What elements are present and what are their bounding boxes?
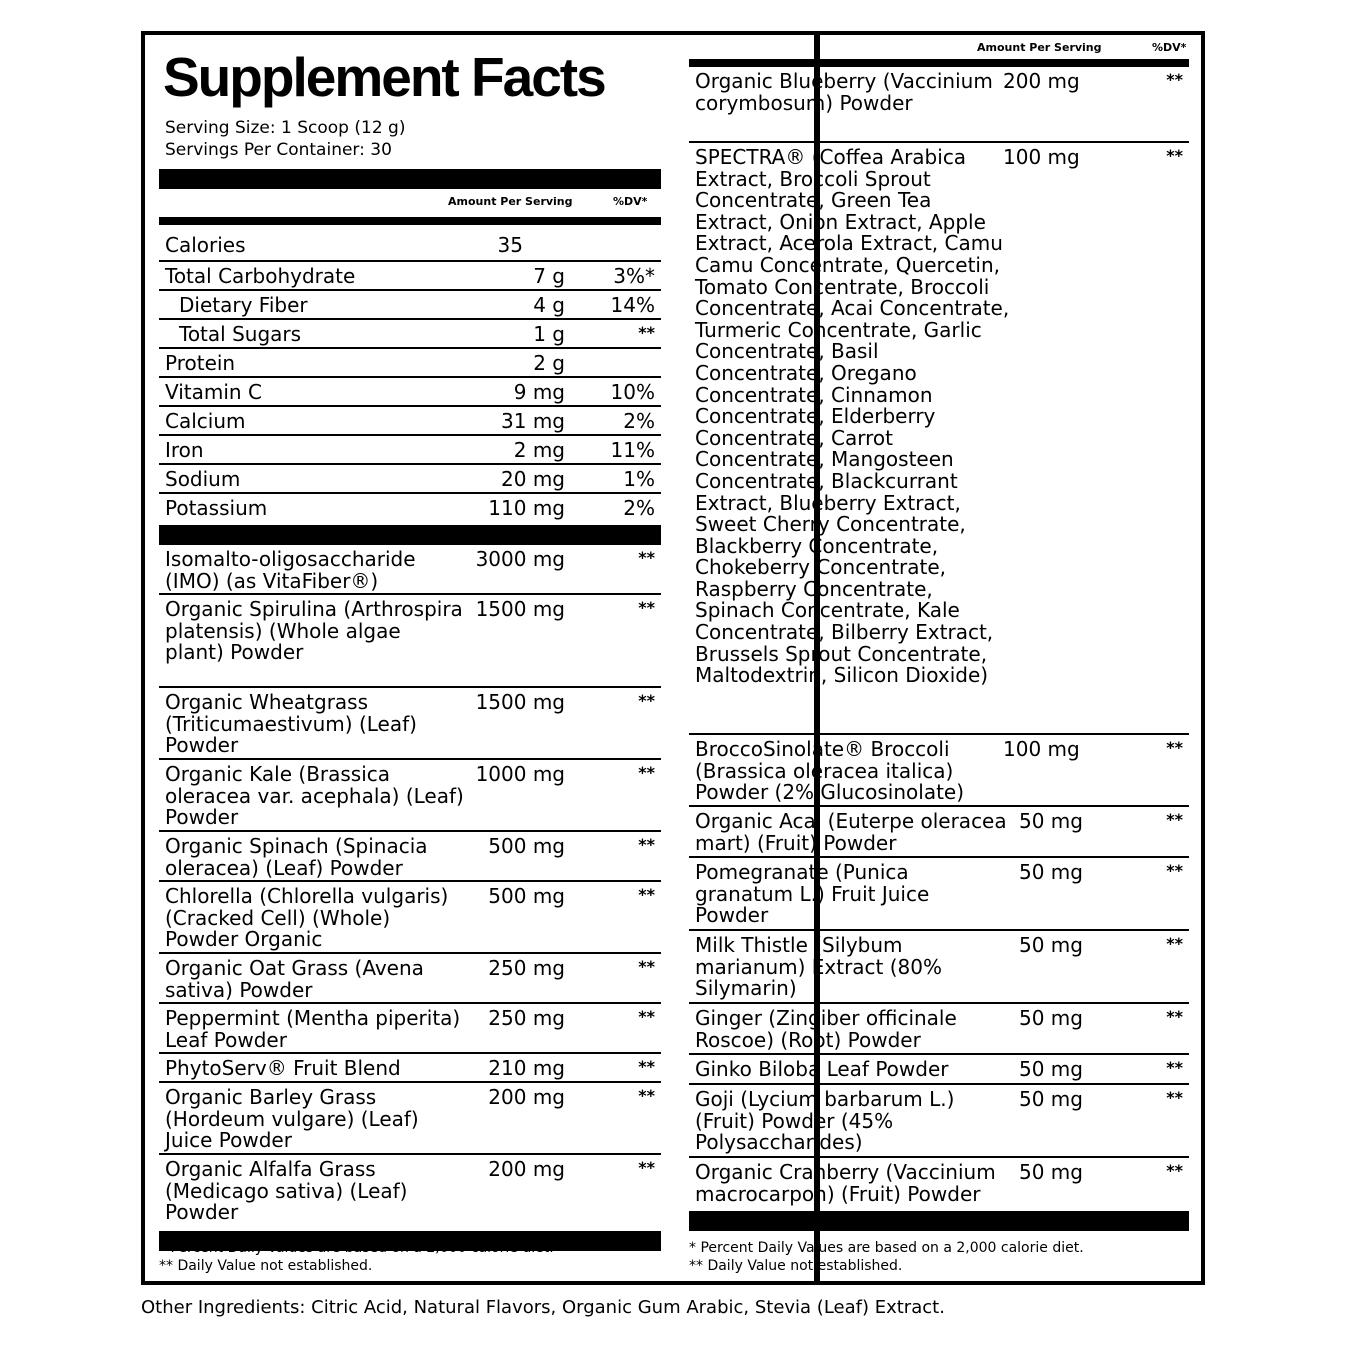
page-title: Supplement Facts: [163, 46, 605, 108]
thick-rule: [689, 1211, 1189, 1231]
table-row: Goji (Lycium barbarum L.) (Fruit) Powder (45% Polysaccharides) 50 mg **: [689, 1085, 1189, 1158]
table-row: Dietary Fiber 4 g 14%: [159, 291, 661, 320]
table-row: PhytoServ® Fruit Blend 210 mg **: [159, 1054, 661, 1083]
thin-rule: [689, 59, 1189, 67]
table-row: Peppermint (Mentha piperita) Leaf Powder 250 mg **: [159, 1004, 661, 1054]
table-row: Vitamin C 9 mg 10%: [159, 378, 661, 407]
amount-header: Amount Per Serving: [448, 195, 573, 208]
left-column: [159, 35, 661, 1274]
table-row: Calcium 31 mg 2%: [159, 407, 661, 436]
table-row: SPECTRA® (Coffea Arabica Extract, Broccoli Sprout Concentrate, Green Tea Extract, Onion Extract, Apple Extract, Acerola Extract, Camu Camu Concentrate, Quercetin, Tomato Concentrate, Broccoli Concentrate, Acai Concentrate, Turmeric Concentrate, Garlic Concentrate, Basil Concentrate, Oregano Concentrate, Cinnamon Concentrate, Elderberry Concentrate, Carrot Concentrate, Mangosteen Concentrate, Blackcurrant Extract, Blueberry Extract, Sweet Cherry Concentrate, Blackberry Concentrate, Chokeberry Concentrate, Raspberry Concentrate, Spinach Concentrate, Kale Concentrate, Bilberry Extract, Brussels Sprout Concentrate, Maltodextrin, Silicon Dioxide) 100 mg **: [689, 143, 1189, 735]
table-row: Sodium 20 mg 1%: [159, 465, 661, 494]
footnote-not-established: ** Daily Value not established.: [159, 1258, 373, 1274]
table-row: Organic Spinach (Spinacia oleracea) (Leaf) Powder 500 mg **: [159, 832, 661, 882]
table-row: Organic Alfalfa Grass (Medicago sativa) (Leaf) Powder 200 mg **: [165, 1157, 655, 1225]
table-row: Total Sugars 1 g **: [159, 320, 661, 349]
ingredient-list-right: [689, 67, 1189, 1211]
right-column: [689, 35, 1189, 1274]
table-row: Iron 2 mg 11%: [159, 436, 661, 465]
table-row: Total Carbohydrate 7 g 3%*: [159, 262, 661, 291]
column-header: [689, 35, 1189, 59]
table-row: Organic Kale (Brassica oleracea var. acephala) (Leaf) Powder 1000 mg **: [159, 760, 661, 832]
supplement-facts-panel: [141, 31, 1205, 1285]
table-row: Organic Acai (Euterpe oleracea mart) (Fruit) Powder 50 mg **: [689, 807, 1189, 858]
other-ingredients: Other Ingredients: Citric Acid, Natural Flavors, Organic Gum Arabic, Stevia (Leaf) Extract.: [141, 1297, 945, 1318]
dv-header: %DV*: [613, 195, 648, 208]
table-row: BroccoSinolate® Broccoli (Brassica oleracea italica) Powder (2% Glucosinolate) 100 mg **: [689, 735, 1189, 807]
table-row: Organic Wheatgrass (Triticumaestivum) (Leaf) Powder 1500 mg **: [159, 688, 661, 760]
table-row: Pomegranate (Punica granatum L.) Fruit Juice Powder 50 mg **: [689, 858, 1189, 931]
amount-header: Amount Per Serving: [977, 41, 1102, 54]
table-row: Isomalto-oligosaccharide (IMO) (as VitaFiber®) 3000 mg **: [159, 545, 661, 595]
nutrient-list: [159, 225, 661, 525]
footnote-dv: * Percent Daily Values are based on a 2,000 calorie diet.: [159, 1240, 554, 1256]
table-row: Organic Barley Grass (Hordeum vulgare) (Leaf) Juice Powder 200 mg **: [159, 1083, 661, 1155]
table-row: Milk Thistle (Silybum marianum) Extract (80% Silymarin) 50 mg **: [689, 931, 1189, 1004]
serving-size: Serving Size: 1 Scoop (12 g): [165, 118, 406, 138]
table-row: Calories 35: [159, 225, 661, 262]
ingredient-list-left: [159, 545, 661, 1231]
table-row: Organic Oat Grass (Avena sativa) Powder 250 mg **: [159, 954, 661, 1004]
table-row: Ginko Biloba Leaf Powder 50 mg **: [689, 1055, 1189, 1085]
thick-rule: [159, 169, 661, 189]
table-row: Potassium 110 mg 2%: [165, 496, 655, 520]
table-row: Organic Blueberry (Vaccinium corymbosum) Powder 200 mg **: [689, 67, 1189, 143]
thick-rule: [159, 525, 661, 545]
servings-per-container: Servings Per Container: 30: [165, 140, 392, 160]
footnote-dv: * Percent Daily Values are based on a 2,000 calorie diet.: [689, 1240, 1084, 1256]
thin-rule: [159, 217, 661, 225]
table-row: Ginger (Zingiber officinale Roscoe) (Root) Powder 50 mg **: [689, 1004, 1189, 1055]
footnote-not-established: ** Daily Value not established.: [689, 1258, 903, 1274]
table-row: Organic Spirulina (Arthrospira platensis) (Whole algae plant) Powder 1500 mg **: [159, 595, 661, 688]
dv-header: %DV*: [1152, 41, 1187, 54]
table-row: Chlorella (Chlorella vulgaris) (Cracked Cell) (Whole) Powder Organic 500 mg **: [159, 882, 661, 954]
column-header: [159, 189, 661, 217]
table-row: Protein 2 g: [159, 349, 661, 378]
table-row: Organic Cranberry (Vaccinium macrocarpon) (Fruit) Powder 50 mg **: [695, 1160, 1183, 1206]
